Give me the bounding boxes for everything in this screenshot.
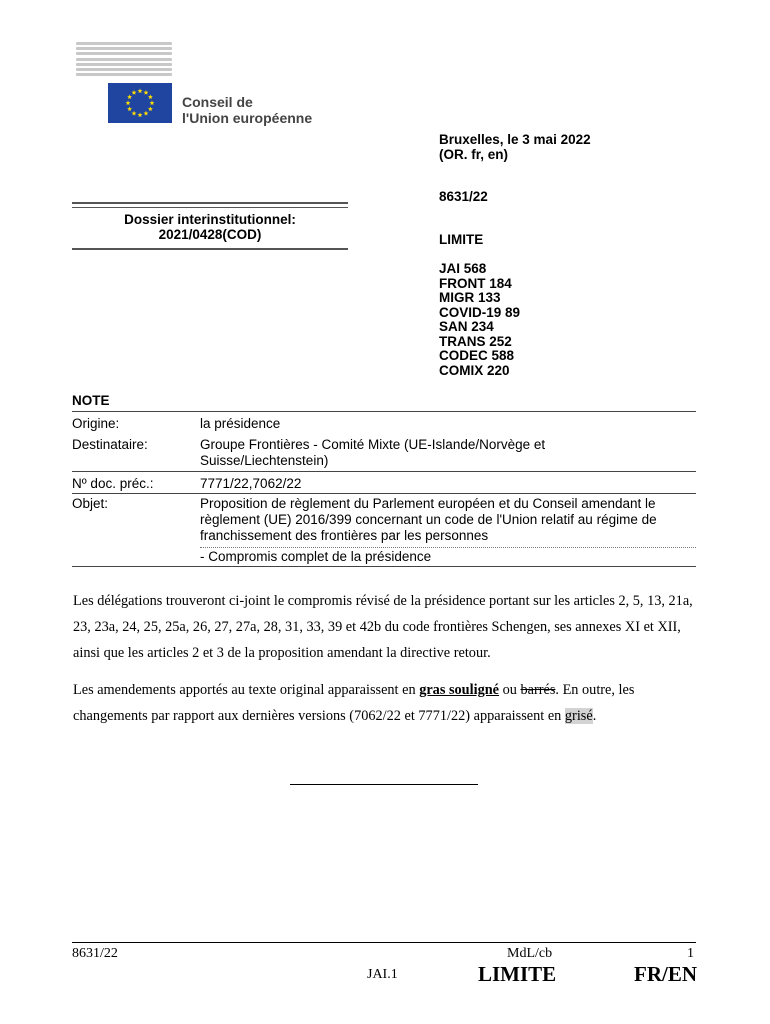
recipient-value: Groupe Frontières - Comité Mixte (UE-Islande/Norvège et Suisse/Liechtenstein) [200,437,546,468]
previous-doc-label: Nº doc. préc.: [72,476,154,491]
flag-star [144,90,149,95]
subject-code: FRONT 184 [439,275,512,291]
flag-star [144,111,149,116]
previous-doc-value: 7771/22,7062/22 [200,476,302,491]
text-run: Les amendements apportés au texte original apparaissent en [73,682,420,698]
flag-star [126,100,131,105]
footer-rule [72,942,696,943]
institution-name-line1: Conseil de [182,94,253,110]
text-run: ou [499,682,521,698]
dossier-number: 2021/0428(COD) [158,227,262,242]
note-title: NOTE [72,393,110,408]
subject-code: TRANS 252 [439,333,512,349]
flag-star [132,90,137,95]
subject-code: MIGR 133 [439,290,501,305]
end-separator [290,784,478,785]
flag-star [127,94,132,99]
document-number: 8631/22 [439,189,488,204]
subject-code: COVID-19 89 [439,304,521,320]
flag-star [138,112,143,117]
subject-value: Proposition de règlement du Parlement européen et du Conseil amendant le règlement (UE) 2016/399 concernant un code de l'Union relatif au régime de franchissement des frontières par les personnes [200,496,657,543]
subject-code: COMIX 220 [439,362,510,378]
original-languages: (OR. fr, en) [439,147,509,162]
text-run: . [592,708,597,724]
flag-star [150,100,155,105]
interinstitutional-dossier-box [72,202,348,250]
subject-codes [439,262,520,378]
subject-label: Objet: [72,496,109,511]
flag-star [148,94,153,99]
struck-text: barrés [520,682,556,698]
bold-underlined-text: gras souligné [419,682,500,698]
body-paragraph-1: Les délégations trouveront ci-joint le compromis révisé de la présidence portant sur les articles 2, 5, 13, 21a, 23, 23a, 24, 25, 25a, 26, 27, 27a, 28, 31, 33, 39 et 42b du code frontières Schengen, ses annexes XI et XII, ainsi que les articles 2 et 3 de la proposition amendant la directive retour. [73,593,693,661]
footer-classification: LIMITE [478,962,557,986]
recipient-label: Destinataire: [72,437,148,452]
footer-doc-number: 8631/22 [72,946,118,961]
footer-unit: JAI.1 [367,967,398,982]
origin-label: Origine: [72,416,120,431]
origin-value: la présidence [200,416,281,431]
council-logo-lines [76,42,172,82]
table-divider [72,471,696,472]
text-run: . En outre, les changements par rapport aux dernières versions (7062/22 et 7771/22) apparaissent en [73,682,635,724]
footer-page-number: 1 [687,946,694,961]
subject-inner-divider [200,547,696,548]
table-divider [72,566,696,567]
grey-highlighted-text: grisé [564,708,593,724]
classification-label: LIMITE [439,232,484,247]
flag-star [127,106,132,111]
flag-star [132,111,137,116]
subject-code: JAI 568 [439,261,487,276]
institution-name-line2: l'Union européenne [182,110,313,126]
footer-initials: MdL/cb [507,946,553,961]
footer-languages: FR/EN [634,962,697,986]
subject-code: SAN 234 [439,319,494,334]
flag-star [148,106,153,111]
body-paragraph-2 [73,677,699,729]
dossier-label: Dossier interinstitutionnel: [124,212,296,227]
subject-value-extra: - Compromis complet de la présidence [200,549,432,564]
date-line: Bruxelles, le 3 mai 2022 [439,132,591,147]
subject-code: CODEC 588 [439,348,515,363]
institution-name [182,94,312,126]
table-divider [72,411,696,412]
eu-flag-icon [108,83,172,123]
flag-star [138,88,143,93]
table-divider [72,493,696,494]
